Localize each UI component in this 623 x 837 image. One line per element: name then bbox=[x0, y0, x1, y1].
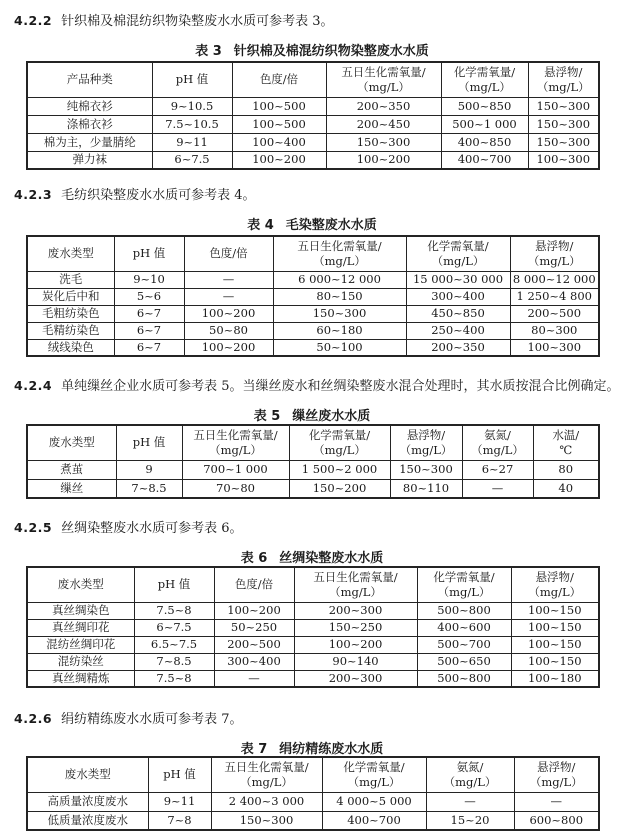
table-cell: 6~27 bbox=[462, 460, 533, 479]
table-row bbox=[27, 151, 599, 169]
column-header: pH 值 bbox=[134, 567, 214, 602]
table-cell: — bbox=[184, 271, 273, 288]
table-cell: 150~300 bbox=[326, 133, 441, 151]
table-cell: 200~300 bbox=[294, 670, 417, 687]
table-cell: 150~300 bbox=[528, 115, 599, 133]
table-row bbox=[27, 653, 599, 670]
column-header: 悬浮物/ （mg/L） bbox=[390, 425, 462, 460]
column-header: 色度/倍 bbox=[214, 567, 294, 602]
table-cell: 真丝绸染色 bbox=[27, 602, 134, 619]
table-cell: 150~200 bbox=[289, 479, 390, 498]
table-cell: 6 000~12 000 bbox=[273, 271, 406, 288]
table-cell: 150~300 bbox=[211, 811, 322, 830]
table-cell: 9~10.5 bbox=[152, 97, 232, 115]
table-cell: 500~650 bbox=[417, 653, 511, 670]
table-cell: 200~300 bbox=[294, 602, 417, 619]
table-cell: 70~80 bbox=[182, 479, 289, 498]
table-row bbox=[27, 305, 599, 322]
clause-number: 4.2.2 bbox=[14, 13, 53, 28]
table-cell: 500~800 bbox=[417, 670, 511, 687]
table-cell: 9 bbox=[116, 460, 182, 479]
table-cell: 50~100 bbox=[273, 339, 406, 356]
table-cell: 500~800 bbox=[417, 602, 511, 619]
table-3 bbox=[26, 61, 600, 170]
table-caption-label: 表 7 bbox=[240, 742, 268, 757]
table-cell: 500~700 bbox=[417, 636, 511, 653]
table-caption-label: 表 4 bbox=[247, 218, 274, 233]
table-cell: 15~20 bbox=[426, 811, 514, 830]
table-cell: 真丝绸印花 bbox=[27, 619, 134, 636]
table-cell: 100~200 bbox=[214, 602, 294, 619]
column-header: pH 值 bbox=[148, 757, 211, 792]
clause-text: 单纯缫丝企业水质可参考表 5。当缫丝废水和丝绸染整废水混合处理时，其水质按混合比例确定。 bbox=[61, 379, 620, 394]
table-cell: 弹力袜 bbox=[27, 151, 152, 169]
column-header: 悬浮物/ （mg/L） bbox=[528, 62, 599, 97]
table-cell: — bbox=[426, 792, 514, 811]
table-cell: 缫丝 bbox=[27, 479, 116, 498]
table-row bbox=[27, 670, 599, 687]
column-header: 化学需氧量/ （mg/L） bbox=[289, 425, 390, 460]
column-header: 五日生化需氧量/ （mg/L） bbox=[182, 425, 289, 460]
table-cell: 300~400 bbox=[214, 653, 294, 670]
table-cell: 400~600 bbox=[417, 619, 511, 636]
table-cell: — bbox=[462, 479, 533, 498]
table-cell: 15 000~30 000 bbox=[406, 271, 510, 288]
column-header: pH 值 bbox=[152, 62, 232, 97]
column-header: 色度/倍 bbox=[232, 62, 326, 97]
column-header: 废水类型 bbox=[27, 236, 114, 271]
table-cell: 50~80 bbox=[184, 322, 273, 339]
table-cell: 100~150 bbox=[511, 636, 599, 653]
table-row bbox=[27, 322, 599, 339]
table-cell: 200~350 bbox=[406, 339, 510, 356]
table-caption-label: 表 6 bbox=[240, 551, 268, 566]
table-cell: 7.5~8 bbox=[134, 670, 214, 687]
table-cell: 100~180 bbox=[511, 670, 599, 687]
table-row bbox=[27, 792, 599, 811]
clause-text: 毛纺织染整废水水质可参考表 4。 bbox=[61, 188, 256, 203]
table-cell: 6.5~7.5 bbox=[134, 636, 214, 653]
table-row bbox=[27, 133, 599, 151]
table-cell: — bbox=[214, 670, 294, 687]
table-cell: 1 250~4 800 bbox=[510, 288, 599, 305]
table-cell: 250~400 bbox=[406, 322, 510, 339]
table-cell: 40 bbox=[533, 479, 599, 498]
table-header-row bbox=[27, 425, 599, 460]
column-header: 氨氮/ （mg/L） bbox=[426, 757, 514, 792]
clause-text: 针织棉及棉混纺织物染整废水水质可参考表 3。 bbox=[61, 14, 334, 29]
table-cell: 100~500 bbox=[232, 97, 326, 115]
table-cell: 700~1 000 bbox=[182, 460, 289, 479]
column-header: 废水类型 bbox=[27, 425, 116, 460]
table-cell: 9~10 bbox=[114, 271, 184, 288]
table-cell: 1 500~2 000 bbox=[289, 460, 390, 479]
table-cell: 200~450 bbox=[326, 115, 441, 133]
column-header: 化学需氧量/ （mg/L） bbox=[441, 62, 528, 97]
column-header: 氨氮/ （mg/L） bbox=[462, 425, 533, 460]
column-header: pH 值 bbox=[116, 425, 182, 460]
table-6-caption bbox=[26, 547, 598, 566]
clause-number: 4.2.4 bbox=[14, 378, 53, 393]
column-header: 悬浮物/ （mg/L） bbox=[514, 757, 599, 792]
table-caption-title: 绢纺精练废水水质 bbox=[279, 742, 384, 757]
table-cell: 500~850 bbox=[441, 97, 528, 115]
table-cell: 400~850 bbox=[441, 133, 528, 151]
table-cell: 90~140 bbox=[294, 653, 417, 670]
table-row bbox=[27, 288, 599, 305]
column-header: 色度/倍 bbox=[184, 236, 273, 271]
column-header: 废水类型 bbox=[27, 757, 148, 792]
table-cell: 100~200 bbox=[326, 151, 441, 169]
column-header: 产品种类 bbox=[27, 62, 152, 97]
table-cell: — bbox=[184, 288, 273, 305]
table-caption-title: 毛染整废水水质 bbox=[285, 218, 377, 233]
table-7-caption bbox=[26, 738, 598, 757]
table-cell: 炭化后中和 bbox=[27, 288, 114, 305]
table-cell: 6~7 bbox=[114, 339, 184, 356]
table-cell: 7~8 bbox=[148, 811, 211, 830]
clause-4-2-5 bbox=[14, 519, 614, 537]
table-row bbox=[27, 271, 599, 288]
table-caption-title: 丝绸染整废水水质 bbox=[279, 551, 384, 566]
column-header: 五日生化需氧量/ （mg/L） bbox=[273, 236, 406, 271]
clause-4-2-4 bbox=[14, 377, 620, 395]
table-row bbox=[27, 97, 599, 115]
table-caption-title: 针织棉及棉混纺织物染整废水水质 bbox=[233, 44, 429, 59]
column-header: 水温/ ℃ bbox=[533, 425, 599, 460]
table-cell: 毛精纺染色 bbox=[27, 322, 114, 339]
table-cell: 6~7.5 bbox=[152, 151, 232, 169]
table-6 bbox=[26, 566, 600, 688]
table-5 bbox=[26, 424, 600, 499]
table-cell: 80~110 bbox=[390, 479, 462, 498]
column-header: 悬浮物/ （mg/L） bbox=[510, 236, 599, 271]
table-header-row bbox=[27, 236, 599, 271]
table-cell: 7.5~8 bbox=[134, 602, 214, 619]
table-cell: 100~150 bbox=[511, 653, 599, 670]
table-row bbox=[27, 602, 599, 619]
table-cell: 纯棉衣衫 bbox=[27, 97, 152, 115]
table-cell: 100~500 bbox=[232, 115, 326, 133]
table-cell: 棉为主，少量腈纶 bbox=[27, 133, 152, 151]
table-cell: 150~300 bbox=[390, 460, 462, 479]
table-cell: 绒线染色 bbox=[27, 339, 114, 356]
table-header-row bbox=[27, 567, 599, 602]
table-cell: 150~250 bbox=[294, 619, 417, 636]
table-row bbox=[27, 339, 599, 356]
table-cell: 洗毛 bbox=[27, 271, 114, 288]
table-7 bbox=[26, 756, 600, 831]
table-cell: 60~180 bbox=[273, 322, 406, 339]
table-cell: 100~300 bbox=[528, 151, 599, 169]
column-header: 五日生化需氧量/ （mg/L） bbox=[211, 757, 322, 792]
clause-text: 丝绸染整废水水质可参考表 6。 bbox=[61, 521, 243, 536]
table-cell: 100~200 bbox=[184, 339, 273, 356]
table-caption-label: 表 5 bbox=[253, 409, 281, 424]
table-cell: 9~11 bbox=[148, 792, 211, 811]
table-cell: 100~400 bbox=[232, 133, 326, 151]
table-cell: 100~150 bbox=[511, 602, 599, 619]
clause-number: 4.2.3 bbox=[14, 187, 53, 202]
table-cell: 2 400~3 000 bbox=[211, 792, 322, 811]
table-cell: 200~500 bbox=[510, 305, 599, 322]
table-cell: 200~350 bbox=[326, 97, 441, 115]
table-cell: 高质量浓度废水 bbox=[27, 792, 148, 811]
table-cell: 450~850 bbox=[406, 305, 510, 322]
table-cell: 80~150 bbox=[273, 288, 406, 305]
table-row bbox=[27, 460, 599, 479]
table-cell: 8 000~12 000 bbox=[510, 271, 599, 288]
column-header: 化学需氧量/ （mg/L） bbox=[406, 236, 510, 271]
table-cell: 80~300 bbox=[510, 322, 599, 339]
clause-4-2-6 bbox=[14, 710, 614, 728]
table-cell: 7~8.5 bbox=[116, 479, 182, 498]
clause-4-2-3 bbox=[14, 186, 614, 204]
table-cell: 100~300 bbox=[510, 339, 599, 356]
table-cell: 50~250 bbox=[214, 619, 294, 636]
table-cell: 毛粗纺染色 bbox=[27, 305, 114, 322]
table-cell: 6~7 bbox=[114, 305, 184, 322]
table-cell: 100~200 bbox=[184, 305, 273, 322]
table-3-caption bbox=[26, 40, 598, 59]
column-header: 化学需氧量/ （mg/L） bbox=[322, 757, 426, 792]
table-4 bbox=[26, 235, 600, 357]
clause-number: 4.2.5 bbox=[14, 520, 53, 535]
table-cell: 5~6 bbox=[114, 288, 184, 305]
table-cell: 低质量浓度废水 bbox=[27, 811, 148, 830]
table-row bbox=[27, 115, 599, 133]
table-cell: 150~300 bbox=[528, 133, 599, 151]
table-caption-label: 表 3 bbox=[195, 44, 222, 59]
table-row bbox=[27, 636, 599, 653]
column-header: 五日生化需氧量/ （mg/L） bbox=[326, 62, 441, 97]
table-header-row bbox=[27, 62, 599, 97]
table-cell: 100~200 bbox=[294, 636, 417, 653]
column-header: 五日生化需氧量/ （mg/L） bbox=[294, 567, 417, 602]
table-cell: 500~1 000 bbox=[441, 115, 528, 133]
table-row bbox=[27, 811, 599, 830]
column-header: pH 值 bbox=[114, 236, 184, 271]
table-cell: 100~200 bbox=[232, 151, 326, 169]
column-header: 化学需氧量/ （mg/L） bbox=[417, 567, 511, 602]
table-cell: 150~300 bbox=[528, 97, 599, 115]
table-cell: 400~700 bbox=[322, 811, 426, 830]
table-row bbox=[27, 479, 599, 498]
table-cell: 7~8.5 bbox=[134, 653, 214, 670]
clause-text: 绢纺精练废水水质可参考表 7。 bbox=[61, 712, 243, 727]
table-cell: 600~800 bbox=[514, 811, 599, 830]
table-cell: 9~11 bbox=[152, 133, 232, 151]
clause-4-2-2 bbox=[14, 12, 614, 30]
table-4-caption bbox=[26, 214, 598, 233]
table-cell: 100~150 bbox=[511, 619, 599, 636]
table-cell: 300~400 bbox=[406, 288, 510, 305]
table-cell: 煮茧 bbox=[27, 460, 116, 479]
table-cell: 80 bbox=[533, 460, 599, 479]
table-cell: 6~7.5 bbox=[134, 619, 214, 636]
table-cell: 混纺丝绸印花 bbox=[27, 636, 134, 653]
table-5-caption bbox=[26, 405, 598, 424]
table-cell: — bbox=[514, 792, 599, 811]
table-cell: 涤棉衣衫 bbox=[27, 115, 152, 133]
table-cell: 6~7 bbox=[114, 322, 184, 339]
table-cell: 400~700 bbox=[441, 151, 528, 169]
table-cell: 真丝绸精炼 bbox=[27, 670, 134, 687]
table-row bbox=[27, 619, 599, 636]
table-cell: 混纺染丝 bbox=[27, 653, 134, 670]
clause-number: 4.2.6 bbox=[14, 711, 53, 726]
column-header: 废水类型 bbox=[27, 567, 134, 602]
table-cell: 200~500 bbox=[214, 636, 294, 653]
table-cell: 150~300 bbox=[273, 305, 406, 322]
column-header: 悬浮物/ （mg/L） bbox=[511, 567, 599, 602]
table-cell: 4 000~5 000 bbox=[322, 792, 426, 811]
table-caption-title: 缫丝废水水质 bbox=[292, 409, 371, 424]
table-cell: 7.5~10.5 bbox=[152, 115, 232, 133]
table-header-row bbox=[27, 757, 599, 792]
